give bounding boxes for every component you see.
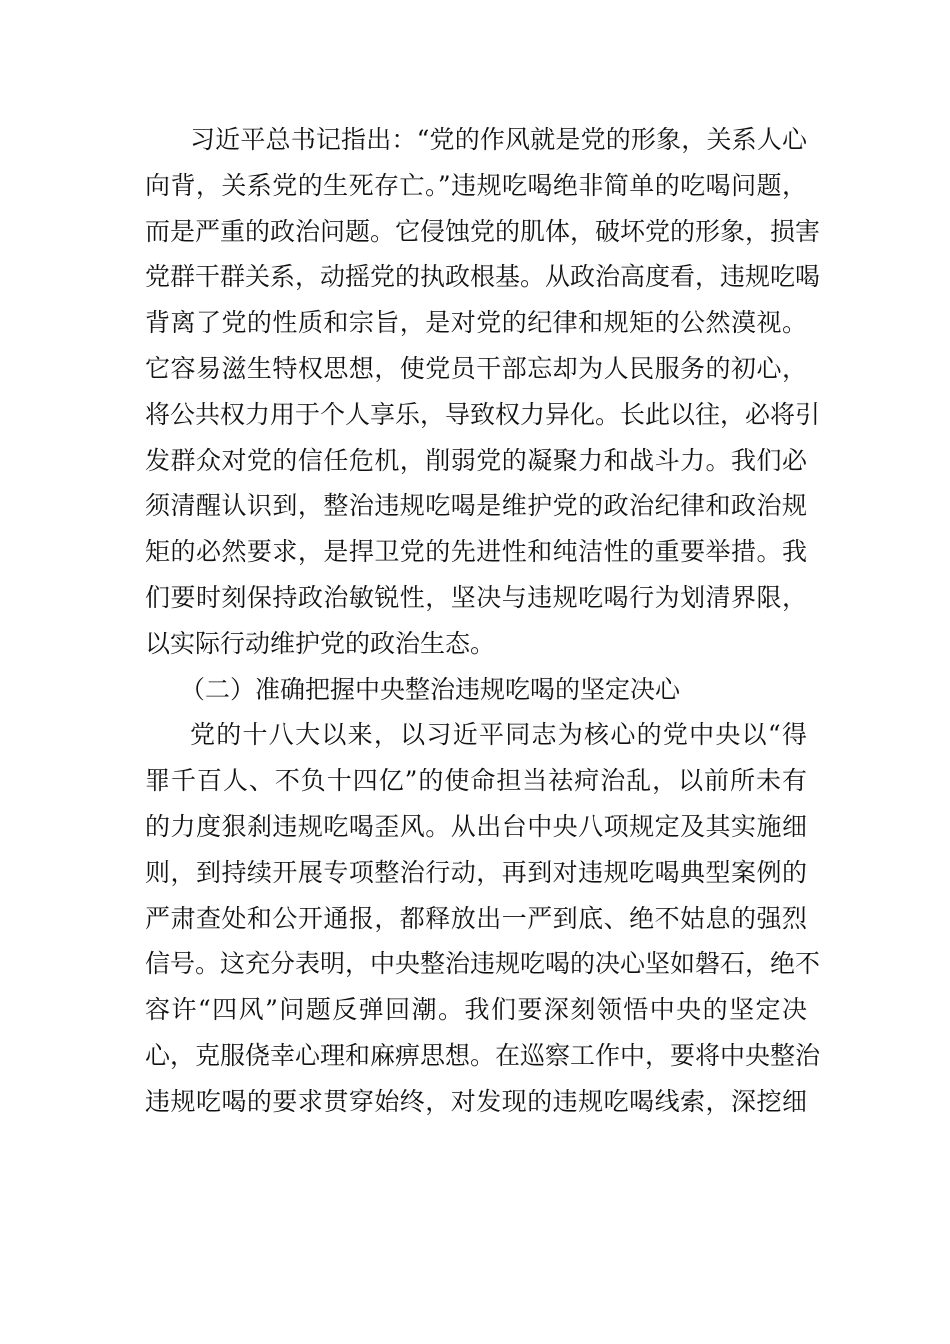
paragraph-1-line: 背离了党的性质和宗旨，是对党的纪律和规矩的公然漠视。 [145,308,807,338]
paragraph-1-line: 它容易滋生特权思想，使党员干部忘却为人民服务的初心， [145,354,807,383]
paragraph-1-line: 发群众对党的信任危机，削弱党的凝聚力和战斗力。我们必 [145,445,807,475]
paragraph-2-line: 则，到持续开展专项整治行动，再到对违规吃喝典型案例的 [145,857,807,887]
paragraph-1-line: 向背，关系党的生死存亡。”违规吃喝绝非简单的吃喝问题， [145,170,807,200]
paragraph-1-line: 须清醒认识到，整治违规吃喝是维护党的政治纪律和政治规 [145,491,807,521]
paragraph-2-line: 心，克服侥幸心理和麻痹思想。在巡察工作中，要将中央整治 [145,1041,821,1070]
paragraph-1-line: 矩的必然要求，是捍卫党的先进性和纯洁性的重要举措。我 [145,537,807,567]
paragraph-2-line: 违规吃喝的要求贯穿始终，对发现的违规吃喝线索，深挖细 [145,1086,807,1116]
paragraph-2-line: 的力度狠刹违规吃喝歪风。从出台中央八项规定及其实施细 [145,812,807,841]
paragraph-1-line: 而是严重的政治问题。它侵蚀党的肌体，破坏党的形象，损害 [145,216,821,246]
paragraph-1-line: 将公共权力用于个人享乐，导致权力异化。长此以往，必将引 [145,399,821,429]
paragraph-2-line: 容许“四风”问题反弹回潮。我们要深刻领悟中央的坚定决 [145,995,807,1025]
paragraph-1-line: 以实际行动维护党的政治生态。 [145,628,496,658]
paragraph-1-line: 们要时刻保持政治敏锐性，坚决与违规吃喝行为划清界限， [145,583,807,612]
paragraph-2-line: 罪千百人、不负十四亿”的使命担当祛疴治乱，以前所未有 [145,766,807,796]
paragraph-2-line: 信号。这充分表明，中央整治违规吃喝的决心坚如磐石，绝不 [145,949,821,979]
paragraph-1-line: 习近平总书记指出：“党的作风就是党的形象，关系人心 [190,125,807,154]
paragraph-1-line: 党群干群关系，动摇党的执政根基。从政治高度看，违规吃喝 [145,262,821,292]
paragraph-2-line: 严肃查处和公开通报，都释放出一严到底、绝不姑息的强烈 [145,903,807,933]
paragraph-2-line: 党的十八大以来，以习近平同志为核心的党中央以“得 [190,720,807,750]
section-heading: （二）准确把握中央整治违规吃喝的坚定决心 [180,674,681,704]
